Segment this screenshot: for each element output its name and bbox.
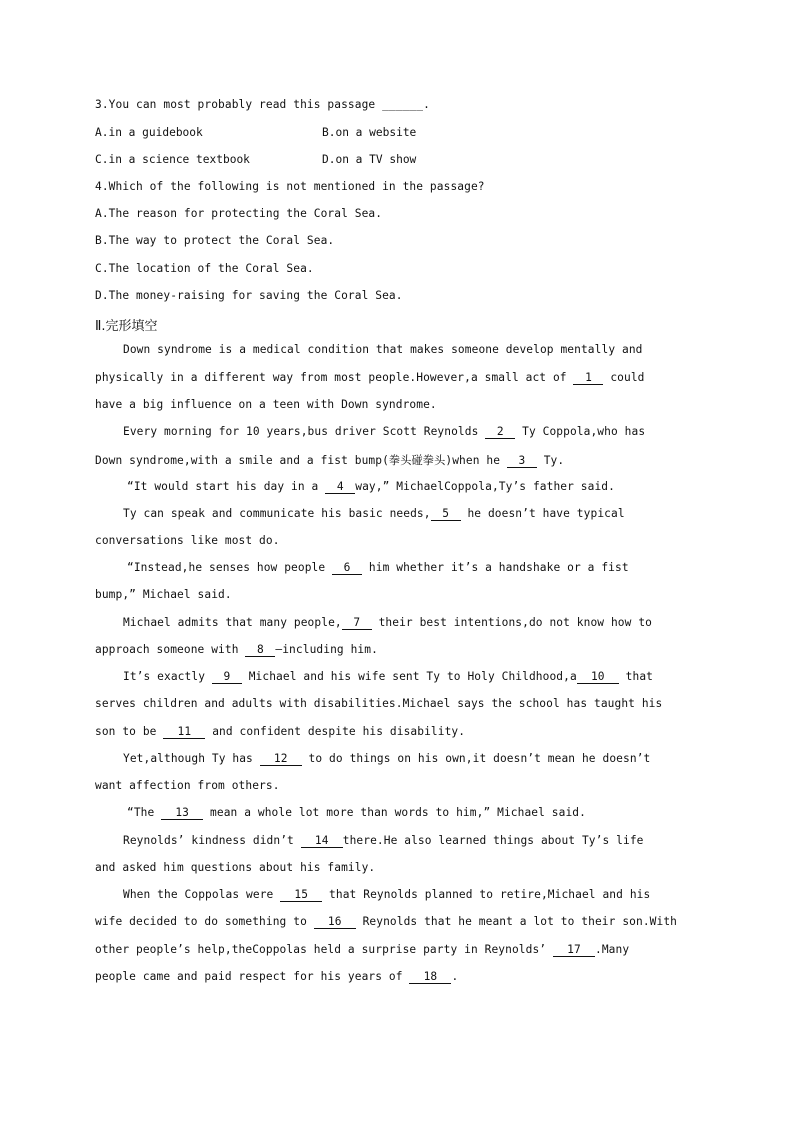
passage-text: It’s exactly (123, 670, 212, 683)
question-3-option-a: A.in a guidebook (95, 126, 203, 139)
blank-17: 17 (553, 944, 595, 957)
question-4-stem: 4.Which of the following is not mentioned in the passage? (95, 180, 485, 193)
passage-text: Reynolds’ kindness didn’t (123, 834, 301, 847)
question-3-text: 3.You can most probably read this passage (95, 98, 383, 111)
passage-text: “Instead,he senses how people (127, 561, 333, 574)
question-4-option-d: D.The money-raising for saving the Coral Sea. (95, 289, 403, 302)
passage-text: approach someone with (95, 643, 246, 656)
passage-text: Michael admits that many people, (123, 616, 342, 629)
passage-line (95, 452, 695, 468)
blank-18: 18 (409, 971, 451, 984)
passage-text: Yet,although Ty has (123, 752, 260, 765)
passage-text: “It would start his day in a (127, 480, 326, 493)
passage-line: and asked him questions about his family. (95, 861, 376, 874)
blank-16: 16 (314, 916, 356, 929)
passage-line (123, 616, 723, 630)
passage-text: to do things on his own,it doesn’t mean he doesn’t (301, 752, 651, 765)
passage-text: and confident despite his disability. (205, 725, 466, 738)
passage-line: conversations like most do. (95, 534, 280, 547)
blank-7: 7 (342, 617, 372, 630)
passage-line (123, 425, 723, 439)
passage-line (95, 943, 695, 957)
passage-line (95, 915, 695, 929)
passage-text: mean a whole lot more than words to him,” Michael said. (203, 806, 586, 819)
passage-text: that (618, 670, 653, 683)
passage-line (127, 561, 727, 575)
passage-line (123, 834, 723, 848)
question-3-option-b: B.on a website (322, 126, 417, 139)
question-3-blank: ______ (382, 98, 424, 111)
passage-line (95, 970, 695, 984)
passage-text: he doesn’t have typical (460, 507, 625, 520)
question-4-option-c: C.The location of the Coral Sea. (95, 262, 314, 275)
blank-14: 14 (301, 835, 343, 848)
passage-line: serves children and adults with disabilities.Michael says the school has taught his (95, 697, 663, 710)
blank-11: 11 (163, 726, 205, 739)
passage-text: son to be (95, 725, 164, 738)
passage-text: When the Coppolas were (123, 888, 281, 901)
passage-text: Ty can speak and communicate his basic needs, (123, 507, 431, 520)
blank-15: 15 (280, 889, 322, 902)
blank-2: 2 (485, 426, 515, 439)
passage-text: could (603, 371, 645, 384)
passage-text: way,” MichaelCoppola,Ty’s father said. (355, 480, 615, 493)
passage-text: Ty Coppola,who has (515, 425, 646, 438)
blank-3: 3 (507, 455, 537, 468)
passage-line (123, 752, 723, 766)
passage-line (123, 670, 723, 684)
blank-5: 5 (431, 508, 461, 521)
passage-line (95, 371, 695, 385)
passage-text: physically in a different way from most people.However,a small act of (95, 371, 574, 384)
passage-text: Every morning for 10 years,bus driver Scott Reynolds (123, 425, 486, 438)
passage-text: . (451, 970, 459, 983)
passage-text: that Reynolds planned to retire,Michael and his (322, 888, 651, 901)
passage-line: bump,” Michael said. (95, 588, 232, 601)
passage-text: there.He also learned things about Ty’s life (342, 834, 644, 847)
blank-13: 13 (161, 807, 203, 820)
question-4-option-b: B.The way to protect the Coral Sea. (95, 234, 335, 247)
blank-8: 8 (245, 644, 275, 657)
passage-text: their best intentions,do not know how to (371, 616, 652, 629)
passage-line (127, 480, 727, 494)
passage-text: Michael and his wife sent Ty to Holy Childhood,a (241, 670, 577, 683)
passage-line (95, 725, 695, 739)
section-title: Ⅱ.完形填空 (95, 319, 158, 334)
passage-line: Down syndrome is a medical condition that makes someone develop mentally and (123, 343, 643, 356)
blank-12: 12 (260, 753, 302, 766)
passage-text: people came and paid respect for his years of (95, 970, 410, 983)
question-3-stem (95, 98, 695, 111)
passage-text: wife decided to do something to (95, 915, 314, 928)
passage-text: —including him. (275, 643, 378, 656)
question-4-option-a: A.The reason for protecting the Coral Sea. (95, 207, 383, 220)
passage-line (127, 806, 727, 820)
blank-4: 4 (325, 481, 355, 494)
passage-line: have a big influence on a teen with Down syndrome. (95, 398, 437, 411)
passage-text: .Many (594, 943, 630, 956)
question-3-option-c: C.in a science textbook (95, 153, 250, 166)
blank-6: 6 (332, 562, 362, 575)
passage-text: Reynolds that he meant a lot to their son.With (355, 915, 677, 928)
passage-text: him whether it’s a handshake or a fist (362, 561, 629, 574)
passage-line (123, 888, 723, 902)
question-3-period: . (423, 98, 430, 111)
passage-line (123, 507, 723, 521)
blank-1: 1 (573, 372, 603, 385)
blank-9: 9 (212, 671, 242, 684)
blank-10: 10 (577, 671, 619, 684)
passage-line (95, 643, 695, 657)
passage-text: Ty. (536, 454, 565, 467)
passage-line: want affection from others. (95, 779, 280, 792)
passage-text: Down syndrome,with a smile and a fist bump(拳头碰拳头)when he (95, 454, 507, 467)
passage-text: “The (127, 806, 162, 819)
passage-text: other people’s help,theCoppolas held a surprise party in Reynolds’ (95, 943, 553, 956)
question-3-option-d: D.on a TV show (322, 153, 417, 166)
